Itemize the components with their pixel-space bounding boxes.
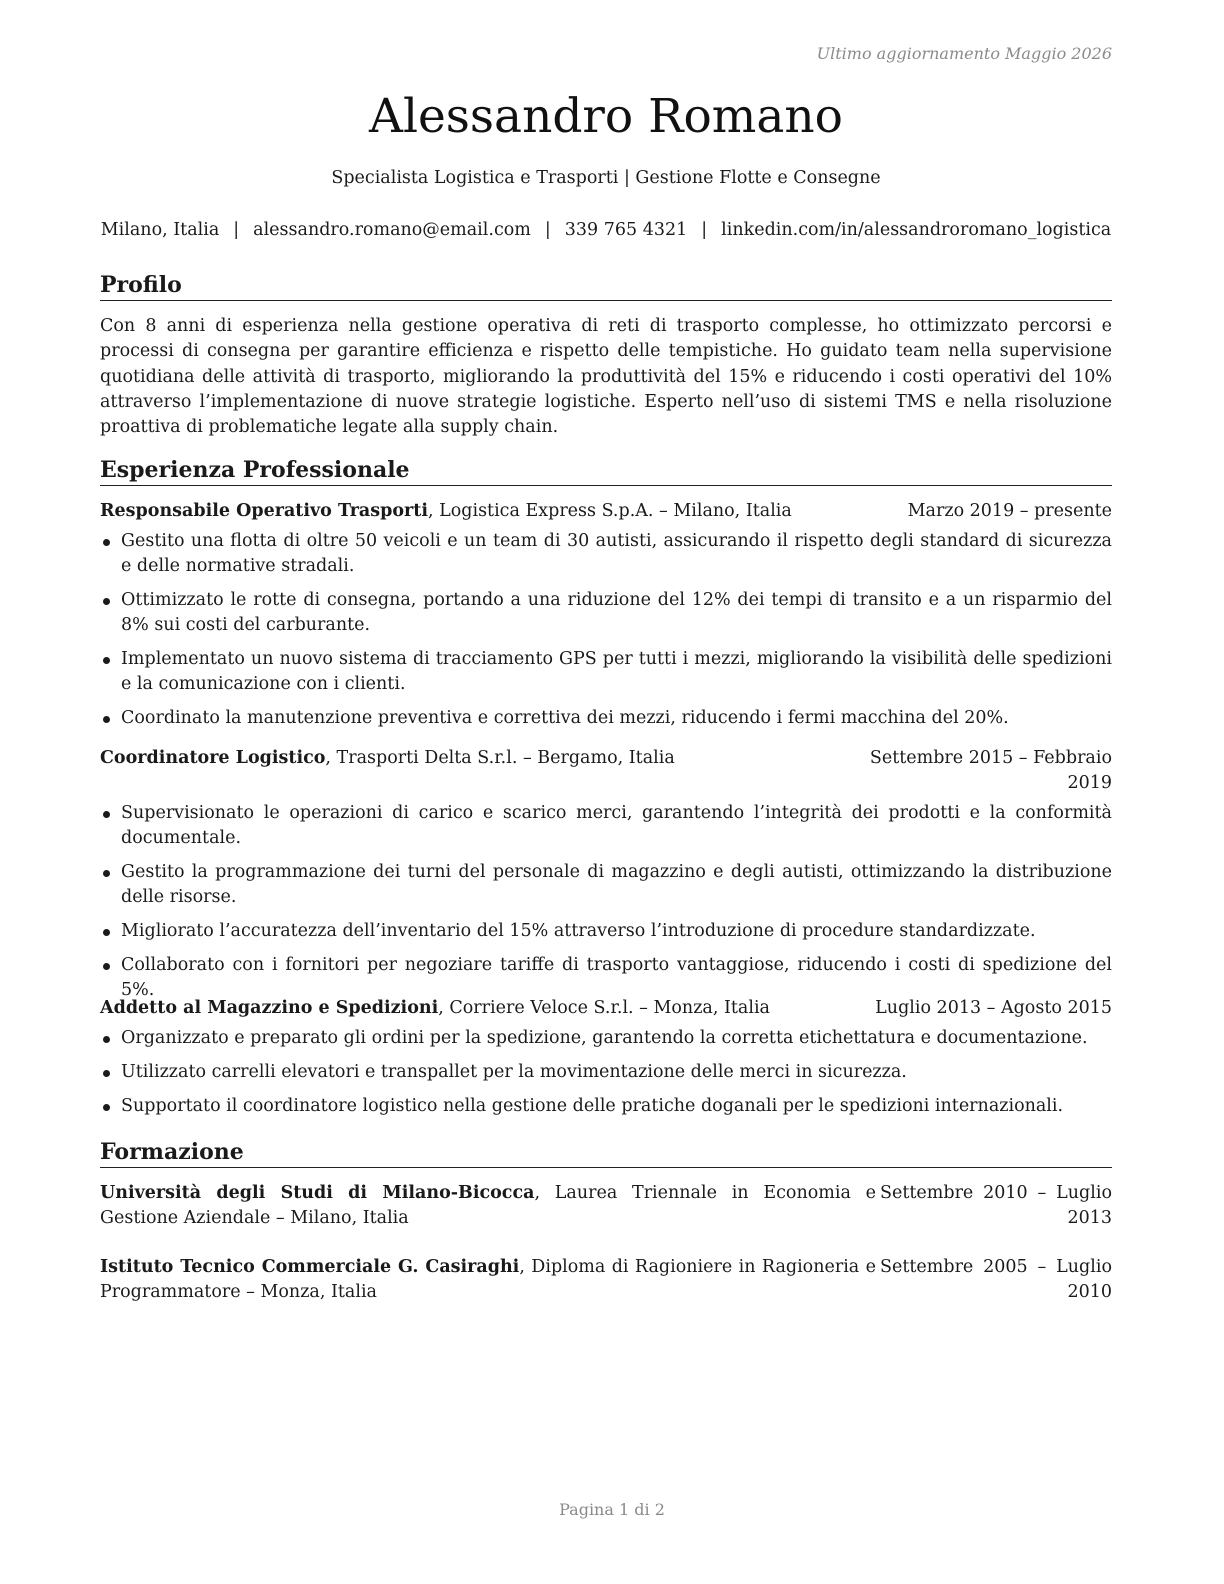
job-title-line (100, 996, 770, 1021)
job-bullet: Gestito la programmazione dei turni del personale di magazzino e degli autisti, ottimizzando la distribuzione delle risorse. (100, 860, 1112, 910)
contact-email[interactable]: alessandro.romano@email.com (253, 220, 531, 240)
contact-location: Milano, Italia (100, 220, 220, 240)
section-title-experience: Esperienza Professionale (100, 456, 1112, 486)
job-dates-line: 2019 (1067, 773, 1112, 793)
job-bullet: Collaborato con i fornitori per negoziare tariffe di trasporto vantaggiose, riducendo i costi di spedizione del 5%. (100, 953, 1112, 1003)
education-school: Istituto Tecnico Commerciale G. Casiraghi (100, 1257, 520, 1277)
job-title-line (100, 746, 675, 771)
job-title-line (100, 499, 792, 524)
job-bullet: Coordinato la manutenzione preventiva e correttiva dei mezzi, riducendo i fermi macchina del 20%. (100, 706, 1112, 731)
last-updated: Ultimo aggiornamento Maggio 2026 (816, 44, 1112, 63)
job-bullet: Organizzato e preparato gli ordini per la spedizione, garantendo la corretta etichettatura e documentazione. (100, 1026, 1112, 1051)
job-bullet: Supportato il coordinatore logistico nella gestione delle pratiche doganali per le spedizioni internazionali. (100, 1094, 1112, 1119)
section-title-profile: Profilo (100, 271, 1112, 301)
job-dates: Luglio 2013 – Agosto 2015 (875, 998, 1112, 1018)
job-dates: Marzo 2019 – presente (907, 501, 1112, 521)
contact-separator: | (701, 220, 708, 240)
page-number: Pagina 1 di 2 (559, 1500, 665, 1519)
contact-line (100, 220, 1112, 240)
job-bullet: Migliorato l’accuratezza dell’inventario del 15% attraverso l’introduzione di procedure standardizzate. (100, 919, 1112, 944)
job-bullets (100, 801, 1112, 1012)
education-dates: Settembre 2010 – Luglio 2013 (880, 1183, 1112, 1228)
job-bullet: Implementato un nuovo sistema di tracciamento GPS per tutti i mezzi, migliorando la visibilità delle spedizioni e la comunicazione con i clienti. (100, 647, 1112, 697)
profile-text: Con 8 anni di esperienza nella gestione operativa di reti di trasporto complesse, ho ottimizzato percorsi e processi di consegna per garantire efficienza e rispetto delle tempistiche. Ho guidato team nella supervisione quotidiana delle attività di trasporto, migliorando la produttività del 15% e riducendo i costi operativi del 10% attraverso l’implementazione di nuove strategie logistiche. Esperto nell’uso di sistemi TMS e nella risoluzione proattiva di problematiche legate alla supply chain. (100, 316, 1112, 438)
education-description (100, 1181, 876, 1231)
education-degree: , Laurea Triennale in Economia e Gestione Aziendale – Milano, Italia (100, 1183, 876, 1228)
job-bullet: Supervisionato le operazioni di carico e scarico merci, garantendo l’integrità dei prodotti e la conformità documentale. (100, 801, 1112, 851)
job-dates-line: Settembre 2015 – Febbraio (869, 748, 1112, 768)
job-role: Addetto al Magazzino e Spedizioni (100, 998, 439, 1018)
job-company: , Logistica Express S.p.A. – Milano, Italia (427, 501, 792, 521)
contact-phone: 339 765 4321 (564, 220, 688, 240)
job-company: , Trasporti Delta S.r.l. – Bergamo, Italia (325, 748, 675, 768)
job-bullet: Utilizzato carrelli elevatori e transpallet per la movimentazione delle merci in sicurezza. (100, 1060, 1112, 1085)
job-bullet: Ottimizzato le rotte di consegna, portando a una riduzione del 12% dei tempi di transito e a un risparmio del 8% sui costi del carburante. (100, 588, 1112, 638)
job-bullet: Gestito una flotta di oltre 50 veicoli e un team di 30 autisti, assicurando il rispetto degli standard di sicurezza e delle normative stradali. (100, 529, 1112, 579)
job-bullets (100, 529, 1112, 740)
job-role: Responsabile Operativo Trasporti (100, 501, 428, 521)
candidate-subtitle: Specialista Logistica e Trasporti | Gestione Flotte e Consegne (331, 168, 881, 188)
job-bullets (100, 1026, 1112, 1128)
education-school: Università degli Studi di Milano-Bicocca (100, 1183, 535, 1203)
education-degree: , Diploma di Ragioniere in Ragioneria e Programmatore – Monza, Italia (100, 1257, 877, 1302)
education-dates: Settembre 2005 – Luglio 2010 (880, 1257, 1112, 1302)
section-title-education: Formazione (100, 1138, 1112, 1168)
contact-separator: | (544, 220, 551, 240)
job-company: , Corriere Veloce S.r.l. – Monza, Italia (438, 998, 770, 1018)
job-role: Coordinatore Logistico (100, 748, 326, 768)
candidate-name: Alessandro Romano (369, 89, 843, 144)
education-description (100, 1255, 876, 1305)
job-dates (870, 746, 1112, 796)
contact-linkedin[interactable]: linkedin.com/in/alessandroromano_logistica (721, 220, 1112, 240)
contact-separator: | (233, 220, 240, 240)
